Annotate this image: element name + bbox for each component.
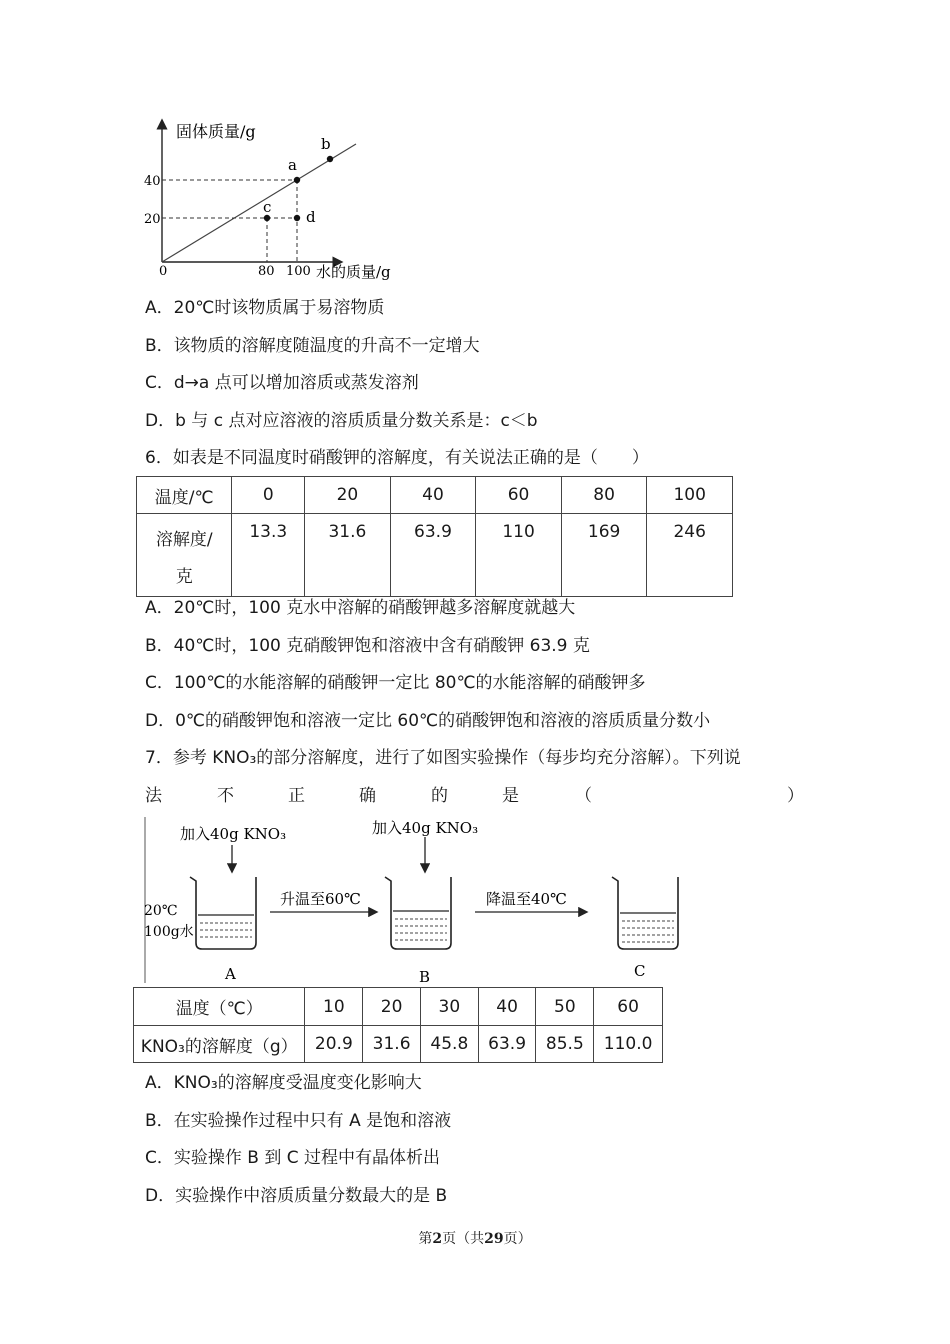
q6-temp-header: 温度/℃ bbox=[137, 477, 232, 514]
q7-stem-char: 是 bbox=[502, 786, 519, 806]
footer-prefix: 第 bbox=[418, 1231, 433, 1247]
q6-value-cell: 110 bbox=[476, 514, 562, 597]
q7-stem-char: 确 bbox=[359, 786, 376, 806]
q7-stem-char: 的 bbox=[431, 786, 448, 806]
q6-value-cell: 13.3 bbox=[232, 514, 305, 597]
x-tick-80: 80 bbox=[258, 264, 275, 279]
q7-temp-cell: 40 bbox=[478, 988, 536, 1026]
footer-suffix: 页） bbox=[503, 1231, 532, 1247]
beaker-c bbox=[612, 877, 678, 949]
q7-value-cell: 63.9 bbox=[478, 1026, 536, 1063]
q7-solubility-table bbox=[133, 987, 663, 1063]
graph-line bbox=[162, 144, 356, 262]
add-kno3-label-a: 加入40g KNO₃ bbox=[180, 825, 287, 843]
footer-page-number: 2 bbox=[432, 1231, 443, 1247]
q6-option-c: C．100℃的水能溶解的硝酸钾一定比 80℃的水能溶解的硝酸钾多 bbox=[145, 673, 646, 693]
point-b bbox=[327, 156, 333, 162]
x-tick-100: 100 bbox=[286, 264, 311, 279]
point-d bbox=[294, 215, 300, 221]
point-b-label: b bbox=[321, 135, 331, 153]
start-water-label: 100g水 bbox=[144, 924, 194, 940]
q7-temp-cell: 30 bbox=[420, 988, 478, 1026]
q7-stem-char: 法 bbox=[145, 786, 162, 806]
q7-value-cell: 45.8 bbox=[420, 1026, 478, 1063]
start-temp-label: 20℃ bbox=[144, 903, 178, 919]
q6-option-d: D．0℃的硝酸钾饱和溶液一定比 60℃的硝酸钾饱和溶液的溶质质量分数小 bbox=[145, 711, 711, 731]
q7-temp-cell: 20 bbox=[363, 988, 421, 1026]
point-d-label: d bbox=[306, 208, 316, 226]
q6-temp-cell: 80 bbox=[561, 477, 647, 514]
q7-option-b: B．在实验操作过程中只有 A 是饱和溶液 bbox=[145, 1111, 452, 1131]
beaker-b bbox=[385, 877, 451, 949]
q7-value-cell: 85.5 bbox=[536, 1026, 594, 1063]
q7-temp-cell: 50 bbox=[536, 988, 594, 1026]
origin-label: 0 bbox=[159, 264, 168, 279]
q7-temp-header: 温度（℃） bbox=[134, 988, 305, 1026]
y-tick-20: 20 bbox=[144, 212, 161, 227]
q5-option-d: D．b 与 c 点对应溶液的溶质质量分数关系是：c＜b bbox=[145, 411, 538, 431]
beaker-b-label: B bbox=[419, 968, 431, 986]
q6-value-cell: 246 bbox=[647, 514, 733, 597]
q6-value-cell: 63.9 bbox=[390, 514, 476, 597]
q7-option-c: C．实验操作 B 到 C 过程中有晶体析出 bbox=[145, 1148, 441, 1168]
q7-stem-char: ） bbox=[787, 786, 804, 806]
point-c-label: c bbox=[263, 198, 272, 216]
q7-temp-cell: 60 bbox=[594, 988, 663, 1026]
add-kno3-label-b: 加入40g KNO₃ bbox=[372, 819, 479, 837]
q5-option-a: A．20℃时该物质属于易溶物质 bbox=[145, 298, 385, 318]
beaker-a bbox=[190, 877, 256, 949]
footer-total-pages: 29 bbox=[484, 1231, 504, 1247]
point-a bbox=[294, 177, 300, 183]
y-axis-label: 固体质量/g bbox=[176, 122, 256, 141]
q6-stem: 6．如表是不同温度时硝酸钾的溶解度，有关说法正确的是（ ） bbox=[145, 448, 649, 468]
page-footer bbox=[0, 1228, 950, 1248]
q6-solubility-table bbox=[136, 476, 733, 597]
point-a-label: a bbox=[288, 156, 297, 174]
q7-option-a: A．KNO₃的溶解度受温度变化影响大 bbox=[145, 1073, 422, 1093]
q7-value-cell: 20.9 bbox=[305, 1026, 363, 1063]
q6-temp-cell: 40 bbox=[390, 477, 476, 514]
q7-stem-line1: 7．参考 KNO₃的部分溶解度，进行了如图实验操作（每步均充分溶解）。下列说 bbox=[145, 748, 741, 768]
cool-step-label: 降温至40℃ bbox=[486, 890, 567, 908]
q6-temp-cell: 20 bbox=[305, 477, 391, 514]
q5-option-b: B．该物质的溶解度随温度的升高不一定增大 bbox=[145, 336, 480, 356]
q7-temp-cell: 10 bbox=[305, 988, 363, 1026]
beaker-c-label: C bbox=[634, 962, 646, 980]
experiment-diagram bbox=[140, 815, 700, 987]
q6-temp-cell: 100 bbox=[647, 477, 733, 514]
footer-mid: 页（共 bbox=[442, 1231, 485, 1247]
q7-stem-char: 正 bbox=[288, 786, 305, 806]
q7-stem-line2 bbox=[145, 785, 805, 807]
q6-value-cell: 169 bbox=[561, 514, 647, 597]
heat-step-label: 升温至60℃ bbox=[280, 890, 361, 908]
q7-option-d: D．实验操作中溶质质量分数最大的是 B bbox=[145, 1186, 448, 1206]
q6-solubility-header-line1: 溶解度/ bbox=[155, 530, 213, 550]
y-tick-40: 40 bbox=[144, 174, 161, 189]
beaker-a-label: A bbox=[225, 965, 236, 983]
q6-option-a: A．20℃时，100 克水中溶解的硝酸钾越多溶解度就越大 bbox=[145, 598, 576, 618]
q7-value-cell: 110.0 bbox=[594, 1026, 663, 1063]
q7-solubility-header: KNO₃的溶解度（g） bbox=[134, 1026, 305, 1063]
q6-solubility-header-line2: 克 bbox=[175, 567, 193, 587]
q6-solubility-header bbox=[137, 514, 232, 597]
mass-graph bbox=[140, 118, 400, 288]
q6-option-b: B．40℃时，100 克硝酸钾饱和溶液中含有硝酸钾 63.9 克 bbox=[145, 636, 590, 656]
x-axis-label: 水的质量/g bbox=[316, 263, 391, 281]
q7-stem-char: 不 bbox=[217, 786, 234, 806]
q7-stem-char: （ bbox=[575, 786, 592, 806]
q5-option-c: C．d→a 点可以增加溶质或蒸发溶剂 bbox=[145, 373, 419, 393]
q6-temp-cell: 0 bbox=[232, 477, 305, 514]
q7-value-cell: 31.6 bbox=[363, 1026, 421, 1063]
q6-temp-cell: 60 bbox=[476, 477, 562, 514]
q6-value-cell: 31.6 bbox=[305, 514, 391, 597]
